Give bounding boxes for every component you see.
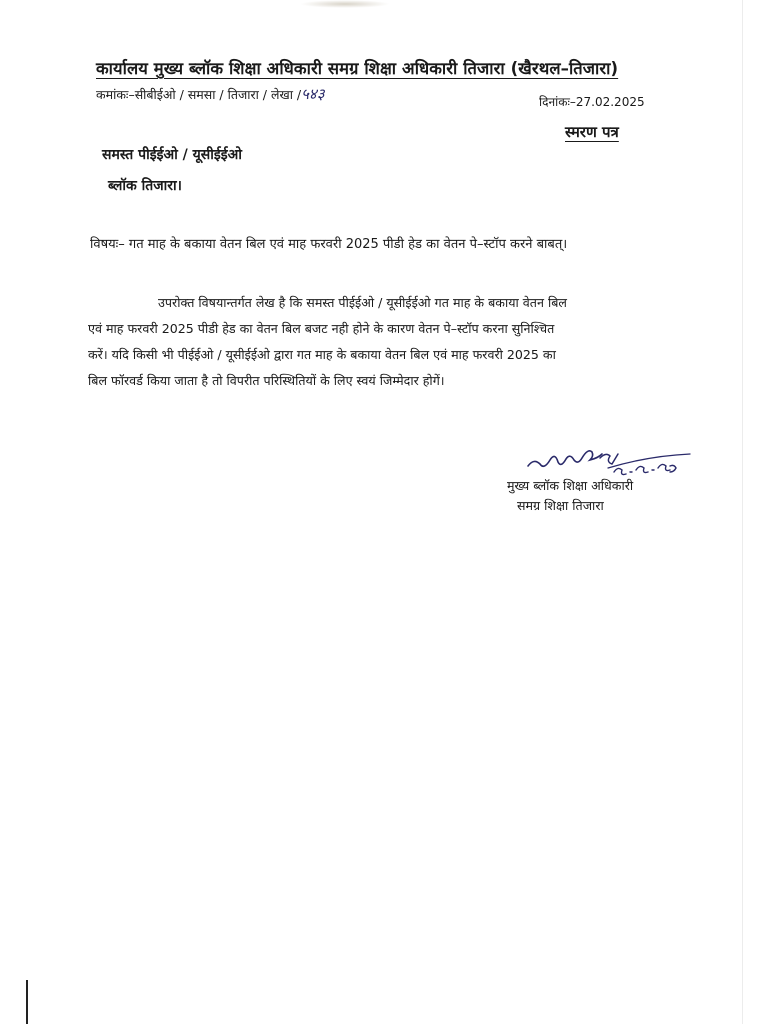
body-line: करें। यदि किसी भी पीईईओ / यूसीईईओ द्वारा गत माह के बकाया वेतन बिल एवं माह फरवरी 2025 का [88,347,556,362]
scan-edge-left [26,980,28,1024]
scan-edge-right [742,0,743,1024]
signature-stroke [528,451,602,466]
recipient-line-2: ब्लॉक तिजारा। [108,178,182,194]
reference-number-handwritten: ५४३ [301,85,325,103]
body-paragraph [88,290,698,394]
scan-smudge [300,0,390,8]
subject-line: विषयः– गत माह के बकाया वेतन बिल एवं माह फरवरी 2025 पीडी हेड का वेतन पे–स्टॉप करने बाबत्। [90,237,568,252]
body-line: बिल फॉरवर्ड किया जाता है तो विपरीत परिस्थितियों के लिए स्वयं जिम्मेदार होगें। [88,373,445,388]
reference-prefix: कमांकः–सीबीईओ / समसा / तिजारा / लेखा / [96,87,302,102]
reference-line [96,84,325,104]
memo-title: स्मरण पत्र [565,123,619,141]
signature-date-stroke [614,464,676,474]
signatory-office: समग्र शिक्षा तिजारा [517,498,604,513]
recipient-line-1: समस्त पीईईओ / यूसीईईओ [102,147,242,163]
letter-date: दिनांकः–27.02.2025 [539,95,645,109]
office-header: कार्यालय मुख्य ब्लॉक शिक्षा अधिकारी समग्र शिक्षा अधिकारी तिजारा (खैरथल–तिजारा) [96,59,619,78]
body-line: उपरोक्त विषयान्तर्गत लेख है कि समस्त पीईईओ / यूसीईईओ गत माह के बकाया वेतन बिल [158,295,567,310]
signature-underline [608,454,690,468]
handwritten-signature [522,446,692,480]
signature-stroke [600,454,618,464]
body-line: एवं माह फरवरी 2025 पीडी हेड का वेतन बिल बजट नही होने के कारण वेतन पे–स्टॉप करना सुनिश्चित [88,321,555,336]
signatory-designation: मुख्य ब्लॉक शिक्षा अधिकारी [507,478,634,493]
